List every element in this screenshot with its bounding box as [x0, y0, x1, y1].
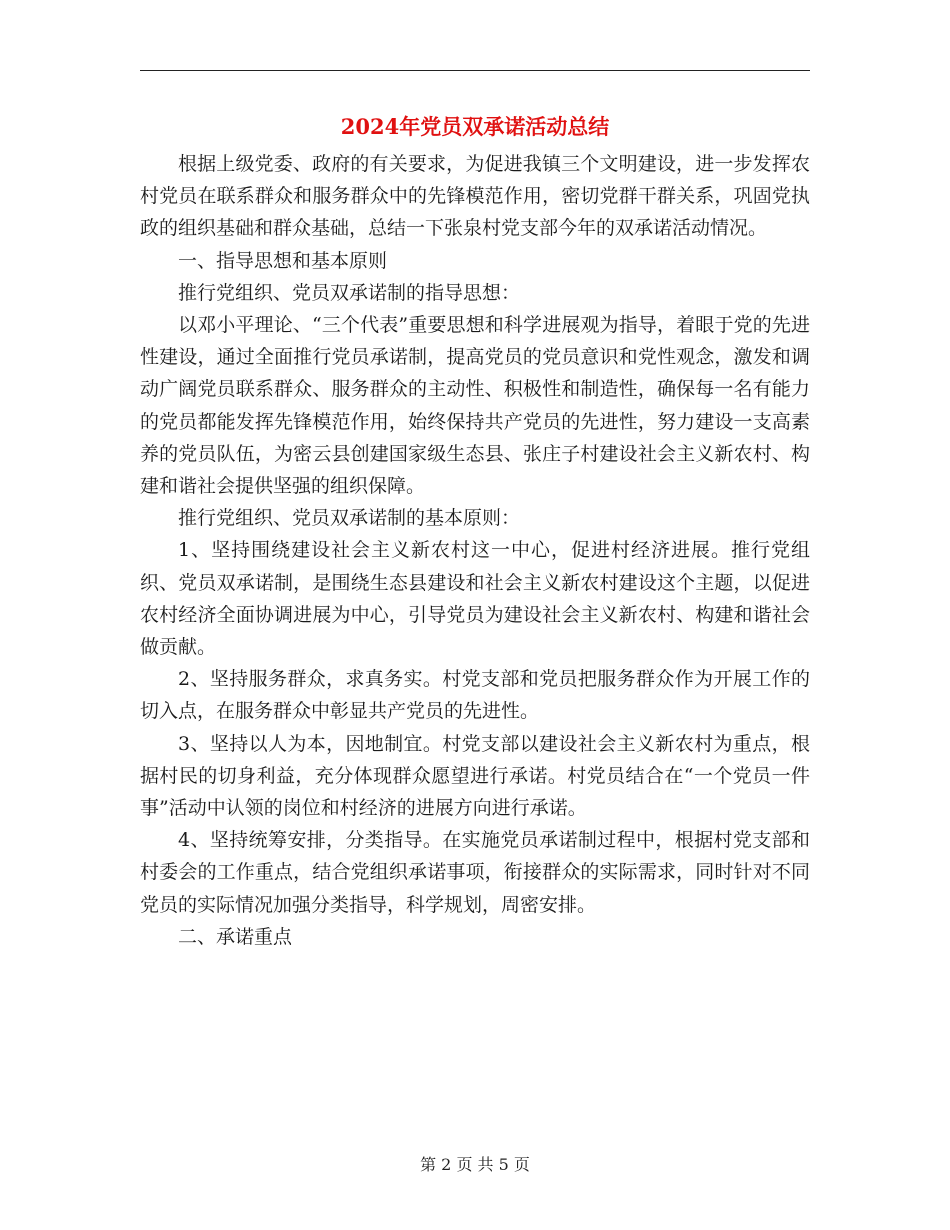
paragraph-principles-label: 推行党组织、党员双承诺制的基本原则： — [178, 507, 521, 530]
document-title: 2024年党员双承诺活动总结 — [340, 114, 610, 139]
header-rule — [140, 70, 810, 71]
paragraph-guiding-thought: 以邓小平理论、“三个代表”重要思想和科学进展观为指导，着眼于党的先进性建设，通过全面推行党员承诺制，提高党员的党员意识和党性观念，激发和调动广阔党员联系群众、服务群众的主动性、积极性和制造性，确保每一名有能力的党员都能发挥先锋模范作用，始终保持共产党员的先进性，努力建设一支高素养的党员队伍，为密云县创建国家级生态县、张庄子村建设社会主义新农村、构建和谐社会提供坚强的组织保障。 — [140, 314, 810, 498]
page-number-footer: 第 2 页 共 5 页 — [420, 1155, 530, 1174]
paragraph-principle-2: 2、坚持服务群众，求真务实。村党支部和党员把服务群众作为开展工作的切入点，在服务群众中彰显共产党员的先进性。 — [140, 668, 810, 723]
paragraph-guiding-label: 推行党组织、党员双承诺制的指导思想： — [178, 281, 521, 304]
document-body — [140, 148, 810, 953]
paragraph-principle-3: 3、坚持以人为本，因地制宜。村党支部以建设社会主义新农村为重点，根据村民的切身利益，充分体现群众愿望进行承诺。村党员结合在“一个党员一件事”活动中认领的岗位和村经济的进展方向进行承诺。 — [140, 732, 810, 820]
paragraph-principle-4: 4、坚持统筹安排，分类指导。在实施党员承诺制过程中，根据村党支部和村委会的工作重点，结合党组织承诺事项，衔接群众的实际需求，同时针对不同党员的实际情况加强分类指导，科学规划，周密安排。 — [140, 829, 810, 916]
section-heading-2: 二、承诺重点 — [178, 925, 293, 948]
paragraph-intro: 根据上级党委、政府的有关要求，为促进我镇三个文明建设，进一步发挥农村党员在联系群众和服务群众中的先锋模范作用，密切党群干群关系，巩固党执政的组织基础和群众基础，总结一下张泉村党支部今年的双承诺活动情况。 — [140, 153, 810, 240]
section-heading-1: 一、指导思想和基本原则 — [178, 249, 388, 272]
paragraph-principle-1: 1、坚持围绕建设社会主义新农村这一中心，促进村经济进展。推行党组织、党员双承诺制，是围绕生态县建设和社会主义新农村建设这个主题，以促进农村经济全面协调进展为中心，引导党员为建设社会主义新农村、构建和谐社会做贡献。 — [140, 539, 810, 659]
